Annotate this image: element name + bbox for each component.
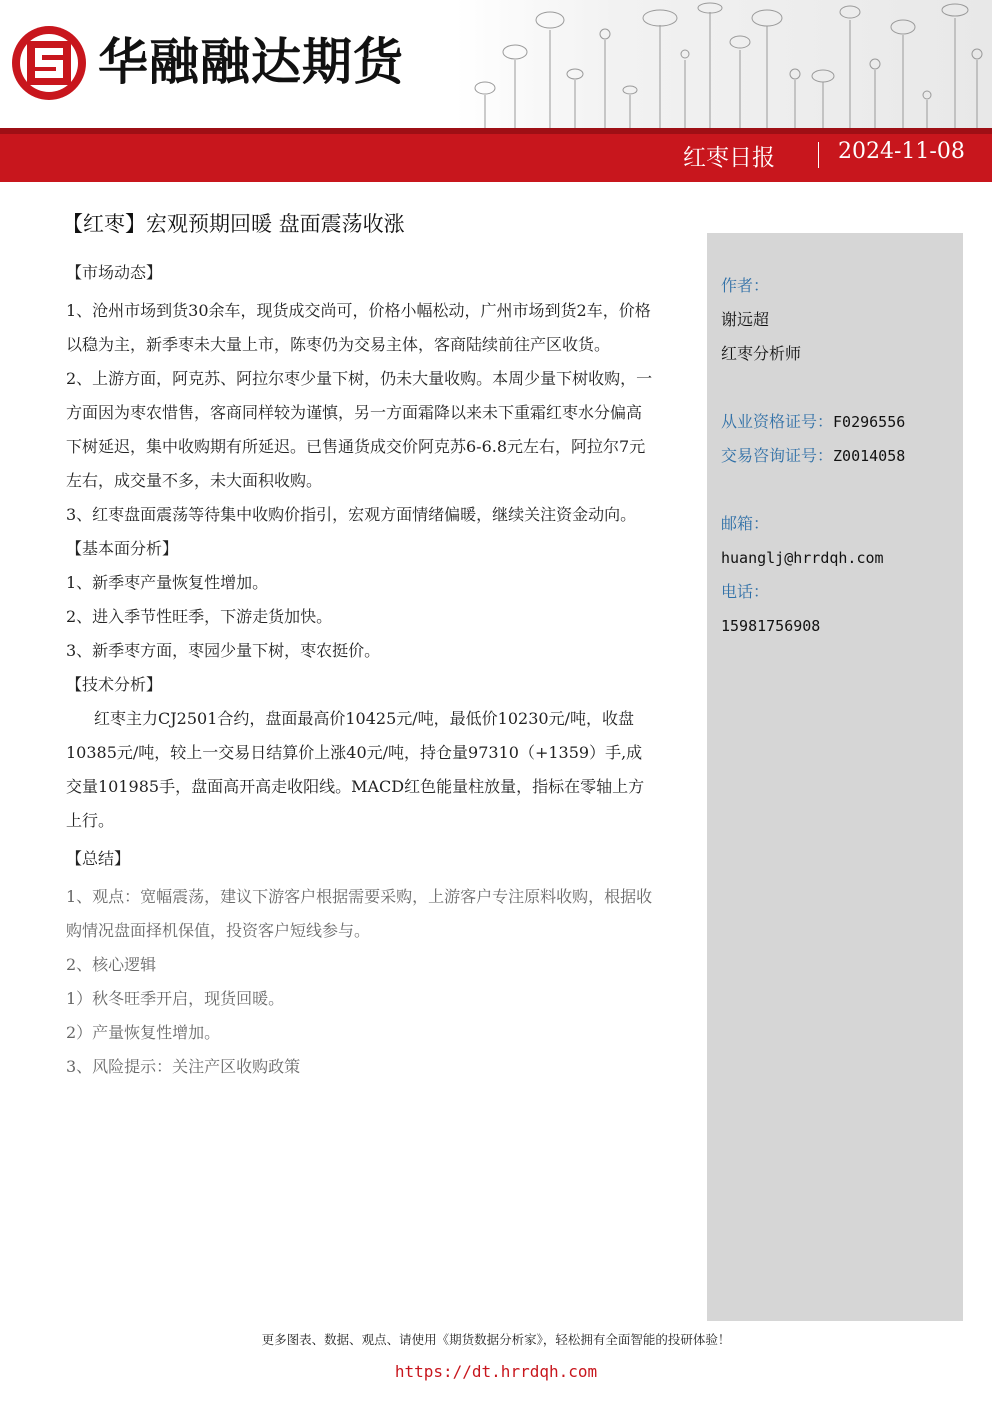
author-title: 红枣分析师: [721, 344, 802, 363]
author-label: 作者：: [721, 276, 770, 295]
fundamental-item: 2、进入季节性旺季，下游走货加快。: [66, 607, 333, 626]
summary-item: 2、核心逻辑: [66, 955, 157, 974]
report-title: 【红枣】宏观预期回暖 盘面震荡收涨: [62, 212, 405, 236]
brand-name: 华融融达期货: [98, 33, 404, 91]
technical-heading: 【技术分析】: [66, 675, 163, 694]
market-item: 3、红枣盘面震荡等待集中收购价指引，宏观方面情绪偏暖，继续关注资金动向。: [66, 505, 637, 524]
author-sidebar: [707, 233, 963, 1321]
consult-label: 交易咨询证号：: [721, 446, 834, 465]
consult-value: Z0014058: [833, 447, 906, 465]
summary-heading: 【总结】: [66, 849, 131, 868]
bar-divider: [818, 142, 819, 168]
footer-link[interactable]: https://dt.hrrdqh.com: [394, 1362, 598, 1381]
main-content: [66, 256, 656, 1084]
cert-value: F0296556: [833, 413, 906, 431]
footer-promo: 更多图表、数据、观点、请使用《期货数据分析家》，轻松拥有全面智能的投研体验！: [261, 1332, 731, 1347]
fundamental-heading: 【基本面分析】: [66, 539, 179, 558]
report-type: 红枣日报: [683, 145, 775, 171]
fundamental-item: 1、新季枣产量恢复性增加。: [66, 573, 269, 592]
decorative-banner: [455, 0, 992, 128]
summary-item: 1）秋冬旺季开启，现货回暖。: [66, 989, 285, 1008]
market-item: 1、沧州市场到货30余车，现货成交尚可，价格小幅松动，广州市场到货2车，价格以稳为主，新季枣未大量上市，陈枣仍为交易主体，客商陆续前往产区收货。: [66, 301, 651, 354]
report-date: 2024-11-08: [838, 139, 965, 164]
company-logo-icon: [10, 24, 88, 102]
balloon-lines-decoration: [455, 0, 992, 128]
summary-item: 2）产量恢复性增加。: [66, 1023, 221, 1042]
cert-label: 从业资格证号：: [721, 412, 834, 431]
header: [0, 0, 992, 128]
fundamental-item: 3、新季枣方面，枣园少量下树，枣农挺价。: [66, 641, 381, 660]
author-name: 谢远超: [721, 310, 770, 329]
market-heading: 【市场动态】: [66, 263, 163, 282]
phone-value: 15981756908: [721, 617, 821, 635]
email-label: 邮箱：: [721, 514, 770, 533]
summary-item: 3、风险提示：关注产区收购政策: [66, 1057, 301, 1076]
technical-text: 红枣主力CJ2501合约，盘面最高价10425元/吨，最低价10230元/吨，收盘10385元/吨，较上一交易日结算价上涨40元/吨，持仓量97310（+1359）手,成交量101985手，盘面高开高走收阳线。MACD红色能量柱放量，指标在零轴上方上行。: [66, 709, 645, 830]
phone-label: 电话：: [721, 582, 770, 601]
report-bar-shade: [0, 128, 992, 134]
email-value[interactable]: huanglj@hrrdqh.com: [721, 549, 884, 567]
summary-item: 1、观点：宽幅震荡，建议下游客户根据需要采购，上游客户专注原料收购，根据收购情况盘面择机保值，投资客户短线参与。: [66, 887, 653, 940]
market-item: 2、上游方面，阿克苏、阿拉尔枣少量下树，仍未大量收购。本周少量下树收购，一方面因为枣农惜售，客商同样较为谨慎，另一方面霜降以来未下重霜红枣水分偏高下树延迟，集中收购期有所延迟。已售通货成交价阿克苏6-6.8元左右，阿拉尔7元左右，成交量不多，未大面积收购。: [66, 369, 653, 490]
